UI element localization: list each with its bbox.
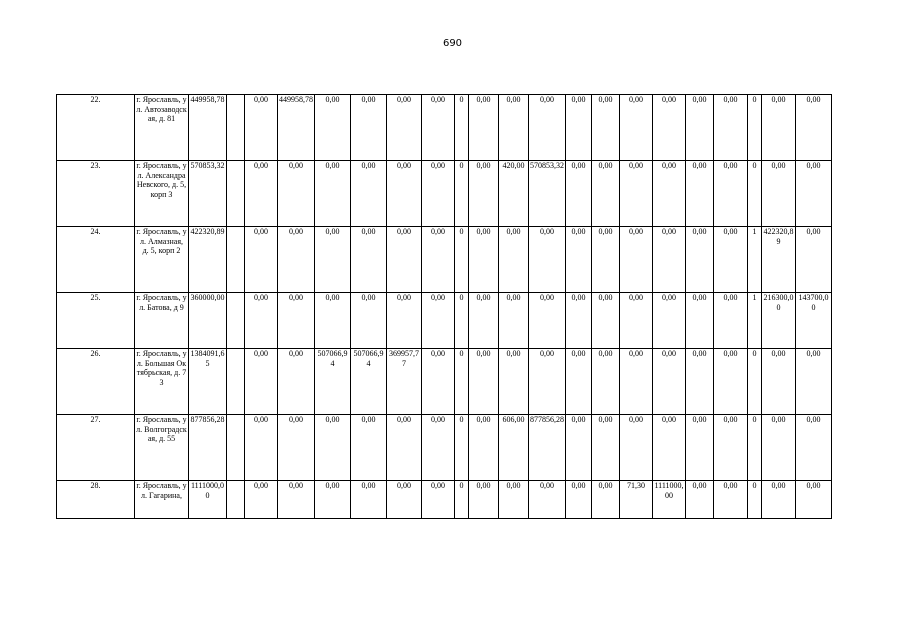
value-cell: 0,00 (762, 161, 796, 227)
value-cell: 0,00 (653, 227, 686, 293)
value-cell: 0,00 (245, 95, 278, 161)
value-cell: 0 (455, 481, 469, 519)
table-row (57, 349, 832, 415)
value-cell: 0,00 (529, 481, 566, 519)
table-row (57, 227, 832, 293)
value-cell: 0,00 (686, 95, 714, 161)
value-cell: 0,00 (245, 415, 278, 481)
row-number-cell: 22. (57, 95, 135, 161)
value-cell: 0,00 (245, 293, 278, 349)
value-cell: 0,00 (469, 227, 499, 293)
value-cell: 449958,78 (278, 95, 315, 161)
row-number-cell: 26. (57, 349, 135, 415)
value-cell: 0,00 (620, 95, 653, 161)
value-cell: 0,00 (620, 349, 653, 415)
value-cell: 0,00 (529, 293, 566, 349)
value-cell: 0,00 (499, 349, 529, 415)
value-cell: 0,00 (351, 95, 387, 161)
value-cell: 1 (748, 227, 762, 293)
value-cell: 0,00 (762, 415, 796, 481)
row-number-cell: 28. (57, 481, 135, 519)
value-cell: 0,00 (351, 481, 387, 519)
value-cell: 0,00 (762, 349, 796, 415)
value-cell: 0,00 (245, 161, 278, 227)
value-cell: 0,00 (686, 161, 714, 227)
value-cell: 449958,78 (189, 95, 227, 161)
value-cell: 0,00 (529, 95, 566, 161)
value-cell: 0,00 (469, 293, 499, 349)
value-cell: 877856,28 (529, 415, 566, 481)
table-row (57, 481, 832, 519)
value-cell: 0,00 (796, 161, 832, 227)
value-cell: 0 (455, 293, 469, 349)
value-cell: 0,00 (351, 415, 387, 481)
value-cell: 0,00 (387, 95, 422, 161)
value-cell: 0,00 (469, 95, 499, 161)
value-cell: 570853,32 (189, 161, 227, 227)
value-cell: 0,00 (592, 95, 620, 161)
value-cell: 0,00 (566, 95, 592, 161)
value-cell: 216300,00 (762, 293, 796, 349)
value-cell (227, 293, 245, 349)
value-cell: 0,00 (686, 227, 714, 293)
value-cell: 0,00 (653, 415, 686, 481)
value-cell: 507066,94 (351, 349, 387, 415)
value-cell (227, 415, 245, 481)
value-cell: 0,00 (499, 293, 529, 349)
value-cell: 422320,89 (762, 227, 796, 293)
value-cell: 0,00 (422, 293, 455, 349)
value-cell: 0,00 (796, 481, 832, 519)
address-cell: г. Ярославль, ул. Алмазная, д. 5, корп 2 (135, 227, 189, 293)
value-cell: 0,00 (278, 227, 315, 293)
value-cell: 0,00 (592, 227, 620, 293)
value-cell: 0,00 (714, 227, 748, 293)
value-cell: 0,00 (387, 481, 422, 519)
value-cell: 422320,89 (189, 227, 227, 293)
table-row (57, 95, 832, 161)
value-cell (227, 161, 245, 227)
value-cell: 0,00 (315, 161, 351, 227)
value-cell: 0,00 (592, 293, 620, 349)
page-number: 690 (442, 38, 463, 49)
value-cell: 0,00 (566, 415, 592, 481)
value-cell: 0,00 (653, 293, 686, 349)
value-cell: 0,00 (499, 95, 529, 161)
value-cell (227, 227, 245, 293)
value-cell: 0,00 (351, 227, 387, 293)
value-cell: 0,00 (278, 481, 315, 519)
value-cell: 369957,77 (387, 349, 422, 415)
value-cell: 0,00 (469, 415, 499, 481)
value-cell: 0,00 (529, 227, 566, 293)
value-cell: 0 (455, 415, 469, 481)
value-cell: 0,00 (469, 349, 499, 415)
value-cell: 0,00 (245, 481, 278, 519)
value-cell: 1111000,00 (653, 481, 686, 519)
value-cell: 0,00 (422, 95, 455, 161)
value-cell: 0,00 (686, 481, 714, 519)
value-cell: 0,00 (762, 95, 796, 161)
value-cell: 570853,32 (529, 161, 566, 227)
value-cell: 0,00 (422, 349, 455, 415)
value-cell: 71,30 (620, 481, 653, 519)
value-cell: 0,00 (245, 349, 278, 415)
value-cell: 0,00 (566, 293, 592, 349)
value-cell: 0,00 (714, 349, 748, 415)
value-cell: 0,00 (566, 227, 592, 293)
value-cell: 0,00 (592, 481, 620, 519)
value-cell: 0,00 (653, 349, 686, 415)
value-cell: 0,00 (278, 349, 315, 415)
value-cell: 0,00 (469, 161, 499, 227)
value-cell: 0,00 (422, 227, 455, 293)
value-cell: 0 (748, 349, 762, 415)
value-cell: 0,00 (762, 481, 796, 519)
table-row (57, 415, 832, 481)
value-cell: 0,00 (422, 161, 455, 227)
table-body (57, 95, 832, 519)
value-cell: 0,00 (387, 161, 422, 227)
value-cell: 0,00 (796, 349, 832, 415)
value-cell: 0,00 (422, 415, 455, 481)
value-cell: 0,00 (315, 415, 351, 481)
value-cell: 0,00 (714, 481, 748, 519)
value-cell: 0,00 (620, 293, 653, 349)
row-number-cell: 23. (57, 161, 135, 227)
value-cell: 0,00 (499, 481, 529, 519)
value-cell: 0 (748, 481, 762, 519)
value-cell: 0,00 (714, 415, 748, 481)
value-cell: 877856,28 (189, 415, 227, 481)
value-cell: 0,00 (566, 349, 592, 415)
value-cell: 143700,00 (796, 293, 832, 349)
value-cell: 0,00 (245, 227, 278, 293)
value-cell: 1111000,00 (189, 481, 227, 519)
value-cell: 0 (455, 349, 469, 415)
value-cell (227, 95, 245, 161)
value-cell: 0,00 (278, 161, 315, 227)
value-cell: 0,00 (620, 415, 653, 481)
value-cell: 0,00 (278, 415, 315, 481)
data-table (56, 94, 832, 519)
value-cell: 0,00 (714, 293, 748, 349)
value-cell: 0,00 (796, 95, 832, 161)
value-cell: 0,00 (714, 161, 748, 227)
value-cell: 0,00 (529, 349, 566, 415)
value-cell: 360000,00 (189, 293, 227, 349)
address-cell: г. Ярославль, ул. Батова, д 9 (135, 293, 189, 349)
value-cell: 0,00 (278, 293, 315, 349)
value-cell: 0 (455, 95, 469, 161)
value-cell: 0,00 (499, 227, 529, 293)
value-cell (227, 349, 245, 415)
value-cell: 0,00 (315, 481, 351, 519)
value-cell: 0 (455, 227, 469, 293)
value-cell: 0,00 (686, 349, 714, 415)
value-cell: 0,00 (387, 415, 422, 481)
address-cell: г. Ярославль, ул. Волгоградская, д. 55 (135, 415, 189, 481)
value-cell: 0,00 (387, 293, 422, 349)
table-row (57, 293, 832, 349)
value-cell: 0,00 (566, 481, 592, 519)
value-cell: 0,00 (592, 161, 620, 227)
value-cell: 0,00 (686, 293, 714, 349)
row-number-cell: 27. (57, 415, 135, 481)
value-cell: 507066,94 (315, 349, 351, 415)
value-cell: 0,00 (653, 95, 686, 161)
value-cell: 0,00 (315, 227, 351, 293)
value-cell (227, 481, 245, 519)
value-cell: 0,00 (422, 481, 455, 519)
address-cell: г. Ярославль, ул. Александра Невского, д. 5, корп 3 (135, 161, 189, 227)
table-row (57, 161, 832, 227)
value-cell: 0 (455, 161, 469, 227)
value-cell: 0,00 (796, 227, 832, 293)
value-cell: 0 (748, 415, 762, 481)
value-cell: 0,00 (315, 95, 351, 161)
value-cell: 0,00 (387, 227, 422, 293)
value-cell: 0,00 (469, 481, 499, 519)
value-cell: 0,00 (351, 161, 387, 227)
value-cell: 0,00 (714, 95, 748, 161)
value-cell: 0,00 (566, 161, 592, 227)
value-cell: 0,00 (686, 415, 714, 481)
row-number-cell: 25. (57, 293, 135, 349)
value-cell: 0,00 (351, 293, 387, 349)
value-cell: 0,00 (796, 415, 832, 481)
address-cell: г. Ярославль, ул. Гагарина, (135, 481, 189, 519)
value-cell: 0,00 (592, 349, 620, 415)
value-cell: 0,00 (620, 227, 653, 293)
value-cell: 0 (748, 161, 762, 227)
value-cell: 0 (748, 95, 762, 161)
value-cell: 606,00 (499, 415, 529, 481)
value-cell: 1384091,65 (189, 349, 227, 415)
row-number-cell: 24. (57, 227, 135, 293)
value-cell: 0,00 (592, 415, 620, 481)
value-cell: 0,00 (315, 293, 351, 349)
value-cell: 0,00 (653, 161, 686, 227)
value-cell: 0,00 (620, 161, 653, 227)
value-cell: 420,00 (499, 161, 529, 227)
address-cell: г. Ярославль, ул. Большая Октябрьская, д. 73 (135, 349, 189, 415)
value-cell: 1 (748, 293, 762, 349)
address-cell: г. Ярославль, ул. Автозаводская, д. 81 (135, 95, 189, 161)
